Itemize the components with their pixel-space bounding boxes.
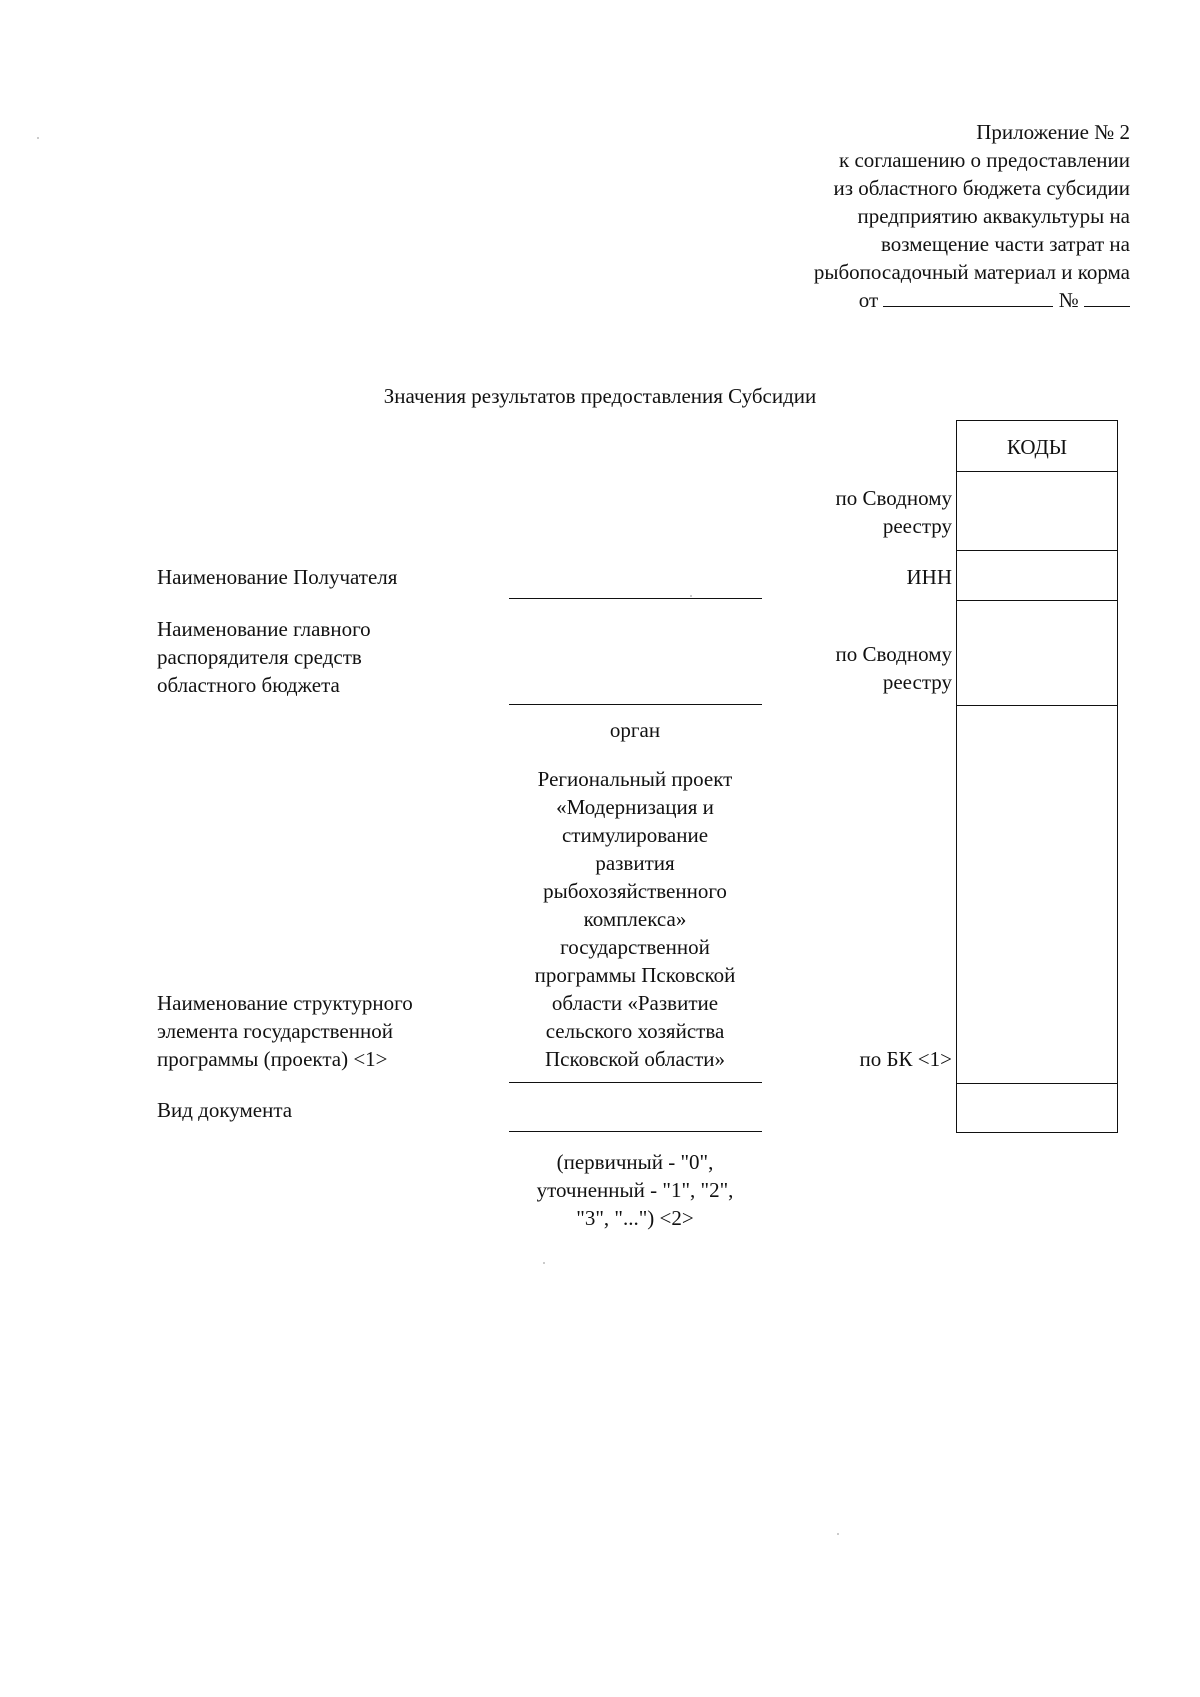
document-title: Значения результатов предоставления Субсидии xyxy=(383,384,817,408)
codes-separator xyxy=(957,471,1117,472)
struct-line: элемента государственной xyxy=(157,1019,393,1043)
svod-line: реестру xyxy=(882,670,952,694)
grbs-line: распорядителя средств xyxy=(157,645,362,669)
grbs-label xyxy=(157,615,371,699)
doc-type-label: Вид документа xyxy=(157,1098,293,1122)
svod-line: реестру xyxy=(882,514,952,538)
annex-line: из областного бюджета субсидии xyxy=(833,176,1130,200)
hint-line: (первичный - "0", xyxy=(556,1150,714,1174)
codes-header: КОДЫ xyxy=(1006,435,1068,459)
svod-reestr-label-1 xyxy=(652,484,952,540)
struct-element-label xyxy=(157,989,413,1073)
program-line: рыбохозяйственного xyxy=(543,879,727,903)
codes-separator xyxy=(957,705,1117,706)
hint-line: "3", "...") <2> xyxy=(576,1206,694,1230)
svod-line: по Сводному xyxy=(835,486,952,510)
annex-line: рыбопосадочный материал и корма xyxy=(813,260,1130,284)
annex-line: Приложение № 2 xyxy=(976,120,1130,144)
codes-separator xyxy=(957,1083,1117,1084)
annex-date-line xyxy=(650,286,1130,314)
hint-line: уточненный - "1", "2", xyxy=(536,1178,734,1202)
scan-speck xyxy=(690,595,692,597)
program-line: развития xyxy=(595,851,675,875)
codes-separator xyxy=(957,600,1117,601)
annex-line: к соглашению о предоставлении xyxy=(839,148,1130,172)
program-line: сельского хозяйства xyxy=(545,1019,725,1043)
annex-line: возмещение части затрат на xyxy=(880,232,1130,256)
organ-caption: орган xyxy=(609,718,661,742)
program-line: Псковской области» xyxy=(544,1047,726,1071)
recipient-underline xyxy=(509,598,762,599)
program-line: комплекса» xyxy=(583,907,687,931)
codes-separator xyxy=(957,550,1117,551)
grbs-underline xyxy=(509,704,762,705)
program-line: стимулирование xyxy=(561,823,709,847)
svod-reestr-label-2 xyxy=(652,640,952,696)
struct-line: Наименование структурного xyxy=(157,991,413,1015)
scan-speck xyxy=(37,137,39,139)
inn-label: ИНН xyxy=(906,565,952,589)
struct-line: программы (проекта) <1> xyxy=(157,1047,388,1071)
grbs-line: Наименование главного xyxy=(157,617,371,641)
program-line: государственной xyxy=(560,935,710,959)
codes-table xyxy=(956,420,1118,1133)
doc-type-hint xyxy=(508,1148,762,1232)
scan-speck xyxy=(837,1533,839,1535)
program-line: программы Псковской xyxy=(534,963,736,987)
recipient-label: Наименование Получателя xyxy=(157,565,398,589)
doc-type-underline xyxy=(509,1131,762,1132)
program-line: «Модернизация и xyxy=(556,795,714,819)
grbs-line: областного бюджета xyxy=(157,673,340,697)
bk-label: по БК <1> xyxy=(859,1047,952,1071)
scan-speck xyxy=(543,1262,545,1264)
number-blank xyxy=(1084,288,1130,307)
date-blank xyxy=(883,288,1053,307)
program-line: Региональный проект xyxy=(537,767,733,791)
program-line: области «Развитие xyxy=(551,991,719,1015)
annex-line: предприятию аквакультуры на xyxy=(857,204,1130,228)
svod-line: по Сводному xyxy=(835,642,952,666)
program-name xyxy=(508,765,762,1073)
program-underline xyxy=(509,1082,762,1083)
date-prefix: от xyxy=(858,288,879,312)
annex-header xyxy=(650,118,1130,314)
number-sign: № xyxy=(1058,288,1079,312)
